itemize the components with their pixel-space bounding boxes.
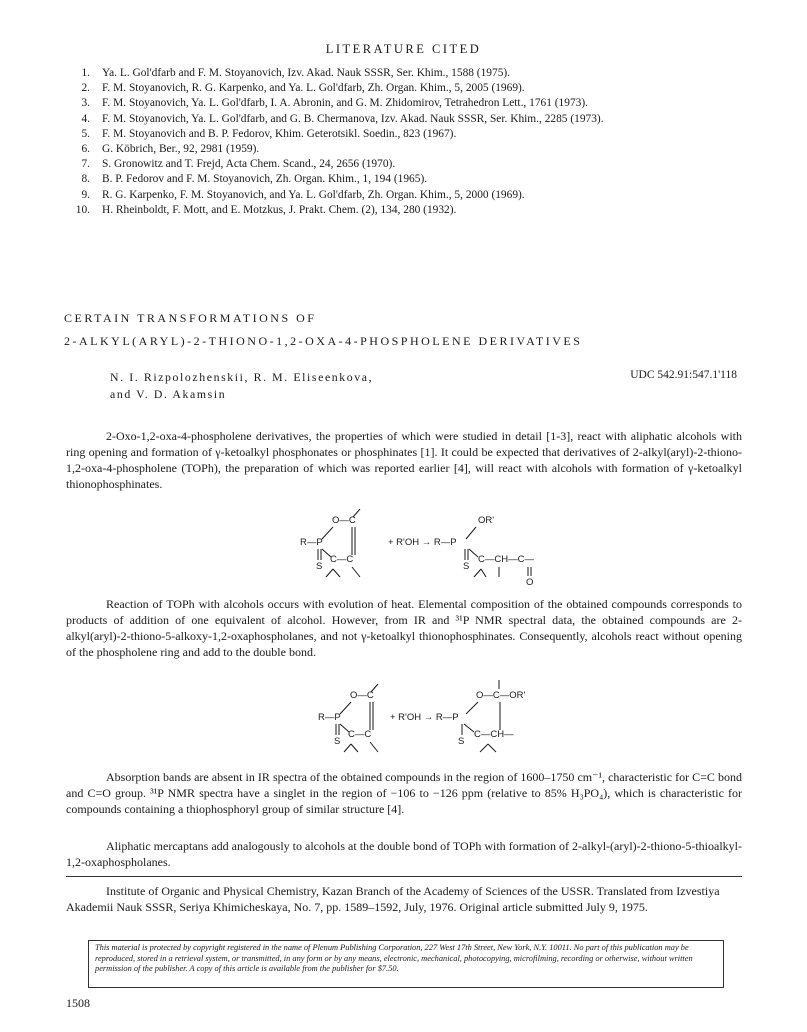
footnote-divider: [66, 876, 742, 877]
paragraph-4: [66, 838, 742, 870]
reference-text: G. Köbrich, Ber., 92, 2981 (1959).: [102, 143, 260, 156]
reference-number: 3.: [81, 97, 90, 110]
reference-item: [62, 172, 742, 187]
paragraph-2-text: Reaction of TOPh with alcohols occurs with evolution of heat. Elemental composition of the obtained compounds corresponds to products of addition of one equivalent of alcohol. However, from IR and ³¹P NMR spectral data, the obtained compounds are 2-alkyl(aryl)-2-thiono-5-alkoxy-1,2-oxaphospholanes, and not γ-ketoalkyl thionophosphinates. Consequently, alcohols react without opening of the phospholene ring and add to the double bond.: [66, 597, 742, 659]
reference-text: H. Rheinboldt, F. Mott, and E. Motzkus, J. Prakt. Chem. (2), 134, 280 (1932).: [102, 203, 457, 216]
scheme1-product-s: S: [463, 561, 470, 572]
reference-number: 4.: [81, 112, 90, 125]
reference-number: 10.: [75, 203, 90, 216]
reference-number: 6.: [81, 143, 90, 156]
scheme2-o-c: O—C: [350, 690, 374, 701]
paragraph-2: [66, 596, 742, 660]
scheme1-s: S: [316, 561, 323, 572]
scheme2-c-ch: C—CH—: [474, 729, 514, 740]
reference-text: F. M. Stoyanovich, Ya. L. Gol'dfarb, and G. B. Chermanova, Izv. Akad. Nauk SSSR, Ser. Khim., 2285 (1973).: [102, 112, 604, 125]
authors-line1: N. I. Rizpolozhenskii, R. M. Eliseenkova,: [110, 370, 374, 384]
reference-text: B. P. Fedorov and F. M. Stoyanovich, Zh. Organ. Khim., 1, 194 (1965).: [102, 173, 428, 186]
scheme2-product-s: S: [458, 736, 465, 747]
reference-number: 7.: [81, 158, 90, 171]
reference-item: [62, 142, 742, 157]
paragraph-1: [66, 428, 742, 492]
reference-number: 9.: [81, 188, 90, 201]
reference-item: [62, 127, 742, 142]
page-number: 1508: [66, 996, 90, 1010]
scheme2-s: S: [334, 736, 341, 747]
reference-item: [62, 203, 742, 218]
affiliation-footnote: [66, 883, 742, 915]
scheme2-c-c: C—C: [348, 729, 372, 740]
reference-text: S. Gronowitz and T. Frejd, Acta Chem. Scand., 24, 2656 (1970).: [102, 158, 396, 171]
scheme2-r-p: R—P: [318, 712, 341, 723]
reference-item: [62, 157, 742, 172]
reference-number: 5.: [81, 127, 90, 140]
reference-item: [62, 66, 742, 81]
reference-text: F. M. Stoyanovich, Ya. L. Gol'dfarb, I. A. Abronin, and G. M. Zhidomirov, Tetrahedron Lett., 1761 (1973).: [102, 97, 588, 110]
scheme2-arrow: + R'OH → R—P: [390, 712, 459, 723]
scheme1-arrow: + R'OH → R—P: [388, 537, 457, 548]
paragraph-3: [66, 769, 742, 817]
reference-number: 8.: [81, 173, 90, 186]
scheme1-o: O: [526, 577, 534, 588]
scheme1-r-p: R—P: [300, 537, 323, 548]
copyright-notice: This material is protected by copyright registered in the name of Plenum Publishing Corporation, 227 West 17th Street, New York, N.Y. 10011. No part of this publication may be reproduced, stored in a retrieval system, or transmitted, in any form or by any means, electronic, mechanical, photocopying, microfilming, recording or otherwise, without written permission of the publisher. A copy of this article is available from the publisher for $7.50.: [88, 940, 724, 988]
udc-code: UDC 542.91:547.1'118: [630, 369, 737, 381]
paragraph-1-text: 2-Oxo-1,2-oxa-4-phospholene derivatives, the properties of which were studied in detail [1-3], react with aliphatic alcohols with ring opening and formation of γ-ketoalkyl phosphonates or phosphinates [1]. It could be expected that derivatives of 2-alkyl(aryl)-2-thiono-1,2-oxa-4-phospholene (TOPh), the preparation of which was reported earlier [4], will react with alcohols with formation of γ-ketoalkyl thionophosphinates.: [66, 429, 742, 491]
reference-item: [62, 96, 742, 111]
reference-text: R. G. Karpenko, F. M. Stoyanovich, and Ya. L. Gol'dfarb, Zh. Organ. Khim., 5, 2000 (1969).: [102, 188, 525, 201]
reference-text: F. M. Stoyanovich and B. P. Fedorov, Khim. Geterotsikl. Soedin., 823 (1967).: [102, 127, 457, 140]
scheme2-o-c-or: O—C—OR': [476, 690, 526, 701]
scheme1-c-ch-c: C—CH—C—: [478, 554, 534, 565]
authors: [110, 369, 373, 403]
affiliation-text: Institute of Organic and Physical Chemistry, Kazan Branch of the Academy of Sciences of the USSR. Translated from Izvestiya Akademii Nauk SSSR, Seriya Khimicheskaya, No. 7, pp. 1589–1592, July, 1976. Original article submitted July 9, 1975.: [66, 884, 720, 914]
scheme1-o-c: O—C: [332, 515, 356, 526]
paragraph-3-text: Absorption bands are absent in IR spectra of the obtained compounds in the region of 1600–1750 cm⁻¹, characteristic for C=C bond and C=O group. ³¹P NMR spectra have a singlet in the region of −106 to −126 ppm (relative to 85% H₃PO₄), which is characteristic for compounds containing a thiophosphoryl group of similar structure [4].: [66, 770, 742, 816]
reaction-scheme-1: [300, 505, 560, 591]
authors-line2: and V. D. Akamsin: [110, 387, 227, 401]
article-title-line2: 2-ALKYL(ARYL)-2-THIONO-1,2-OXA-4-PHOSPHOLENE DERIVATIVES: [64, 334, 583, 348]
reference-item: [62, 188, 742, 203]
reference-number: 1.: [81, 67, 90, 79]
article-title-line1: CERTAIN TRANSFORMATIONS OF: [64, 311, 317, 325]
reference-item: [62, 81, 742, 96]
reference-list: [62, 66, 742, 218]
reference-text: F. M. Stoyanovich, R. G. Karpenko, and Ya. L. Gol'dfarb, Zh. Organ. Khim., 5, 2005 (1969).: [102, 82, 525, 95]
paragraph-4-text: Aliphatic mercaptans add analogously to alcohols at the double bond of TOPh with formation of 2-alkyl-(aryl)-2-thiono-5-thioalkyl-1,2-oxaphospholanes.: [66, 839, 742, 869]
reference-number: 2.: [81, 82, 90, 95]
reaction-scheme-2: [318, 678, 578, 760]
reference-text: Ya. L. Gol'dfarb and F. M. Stoyanovich, Izv. Akad. Nauk SSSR, Ser. Khim., 1588 (1975).: [102, 67, 511, 79]
scheme1-c-c: C—C: [330, 554, 354, 565]
literature-cited-heading: LITERATURE CITED: [325, 42, 482, 56]
scheme1-or: OR': [478, 515, 495, 526]
reference-item: [62, 112, 742, 127]
